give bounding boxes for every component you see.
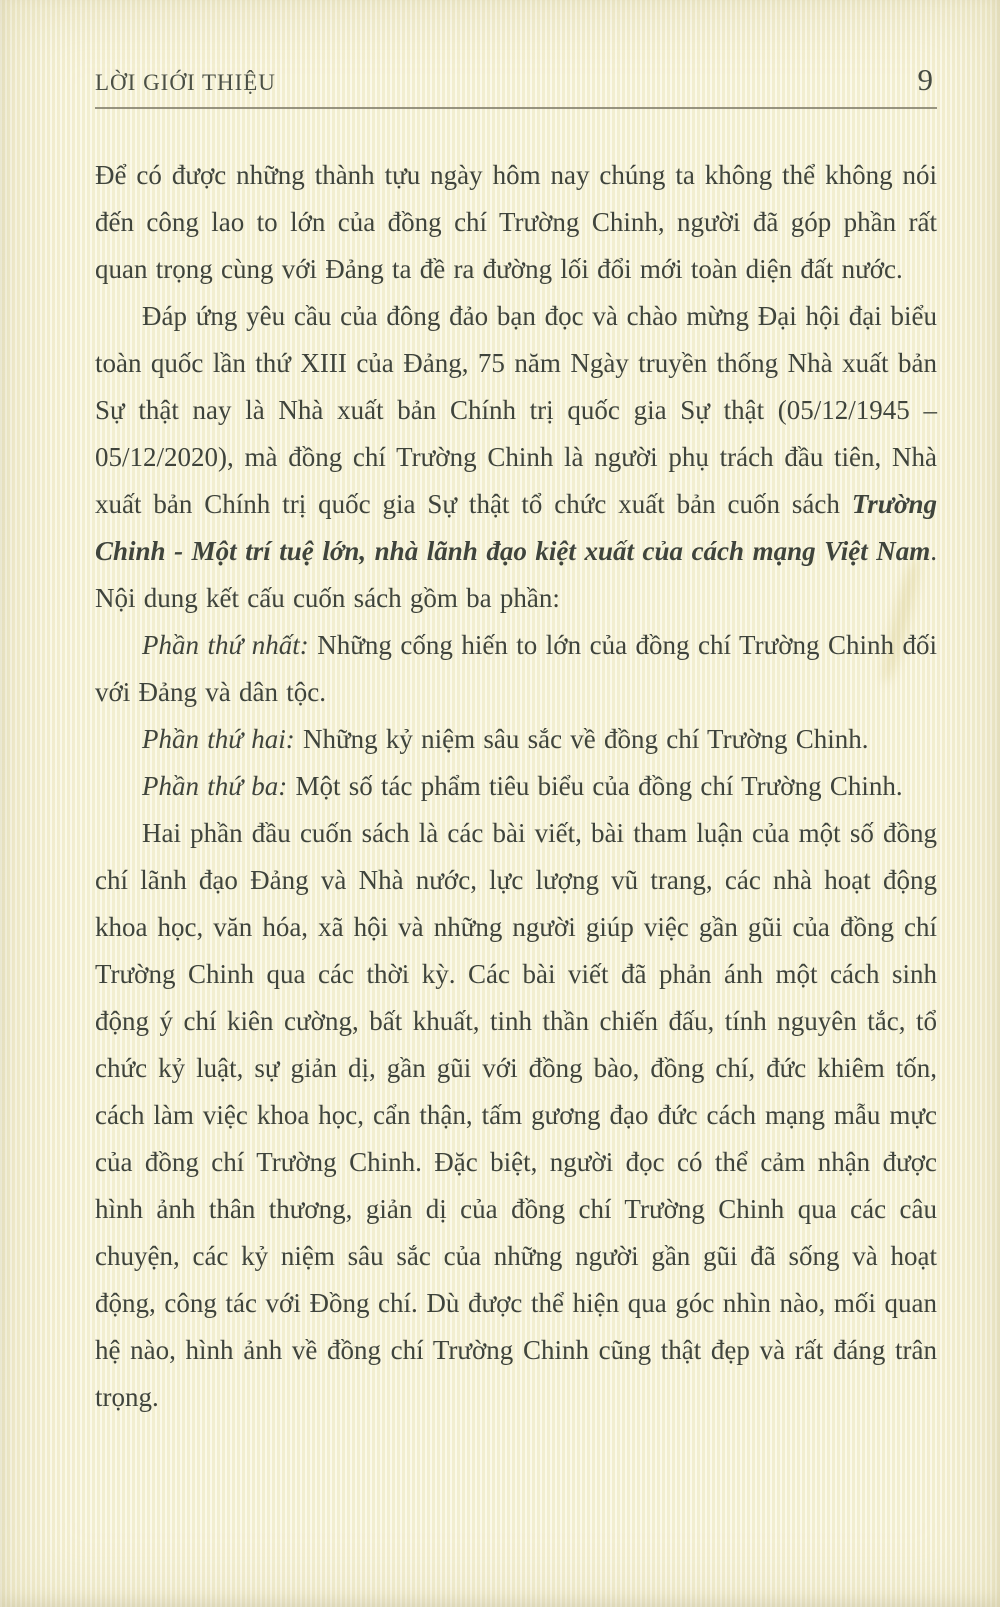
paragraph-text: . Nội dung kết cấu cuốn sách gồm ba phần: <box>95 536 937 613</box>
part-two-label: Phần thứ hai: <box>142 724 295 754</box>
book-title-emphasis: Trường Chinh - Một trí tuệ lớn, nhà lãnh đạo kiệt xuất của cách mạng Việt Nam <box>95 489 937 566</box>
paragraph-part-two <box>95 716 937 763</box>
part-two-text: Những kỷ niệm sâu sắc về đồng chí Trường Chinh. <box>294 724 869 754</box>
paragraph-text: Đáp ứng yêu cầu của đông đảo bạn đọc và chào mừng Đại hội đại biểu toàn quốc lần thứ XIII của Đảng, 75 năm Ngày truyền thống Nhà xuất bản Sự thật nay là Nhà xuất bản Chính trị quốc gia Sự thật (05/12/1945 – 05/12/2020), mà đồng chí Trường Chinh là người phụ trách đầu tiên, Nhà xuất bản Chính trị quốc gia Sự thật tổ chức xuất bản cuốn sách <box>95 301 937 519</box>
paragraph-part-three <box>95 763 937 810</box>
part-one-label: Phần thứ nhất: <box>142 630 309 660</box>
paragraph-book-announcement <box>95 293 937 622</box>
header-row <box>95 62 937 98</box>
page-body <box>95 152 937 1421</box>
part-three-text: Một số tác phẩm tiêu biểu của đồng chí Trường Chinh. <box>287 771 903 801</box>
running-title: LỜI GIỚI THIỆU <box>95 70 276 95</box>
part-one-text: Những cống hiến to lớn của đồng chí Trường Chinh đối với Đảng và dân tộc. <box>95 630 937 707</box>
part-three-label: Phần thứ ba: <box>142 771 288 801</box>
paragraph-part-one <box>95 622 937 716</box>
paragraph-closing: Hai phần đầu cuốn sách là các bài viết, bài tham luận của một số đồng chí lãnh đạo Đảng và Nhà nước, lực lượng vũ trang, các nhà hoạt động khoa học, văn hóa, xã hội và những người giúp việc gần gũi của đồng chí Trường Chinh qua các thời kỳ. Các bài viết đã phản ánh một cách sinh động ý chí kiên cường, bất khuất, tinh thần chiến đấu, tính nguyên tắc, tổ chức kỷ luật, sự giản dị, gần gũi với đồng bào, đồng chí, đức khiêm tốn, cách làm việc khoa học, cẩn thận, tấm gương đạo đức cách mạng mẫu mực của đồng chí Trường Chinh. Đặc biệt, người đọc có thể cảm nhận được hình ảnh thân thương, giản dị của đồng chí Trường Chinh qua các câu chuyện, các kỷ niệm sâu sắc của những người gần gũi đã sống và hoạt động, công tác với Đồng chí. Dù được thể hiện qua góc nhìn nào, mối quan hệ nào, hình ảnh về đồng chí Trường Chinh cũng thật đẹp và rất đáng trân trọng. <box>95 818 937 1412</box>
paragraph-intro: Để có được những thành tựu ngày hôm nay chúng ta không thể không nói đến công lao to lớn của đồng chí Trường Chinh, người đã góp phần rất quan trọng cùng với Đảng ta đề ra đường lối đổi mới toàn diện đất nước. <box>95 160 937 284</box>
page-header <box>95 62 937 109</box>
page-number: 9 <box>917 62 933 97</box>
header-rule <box>95 107 937 109</box>
